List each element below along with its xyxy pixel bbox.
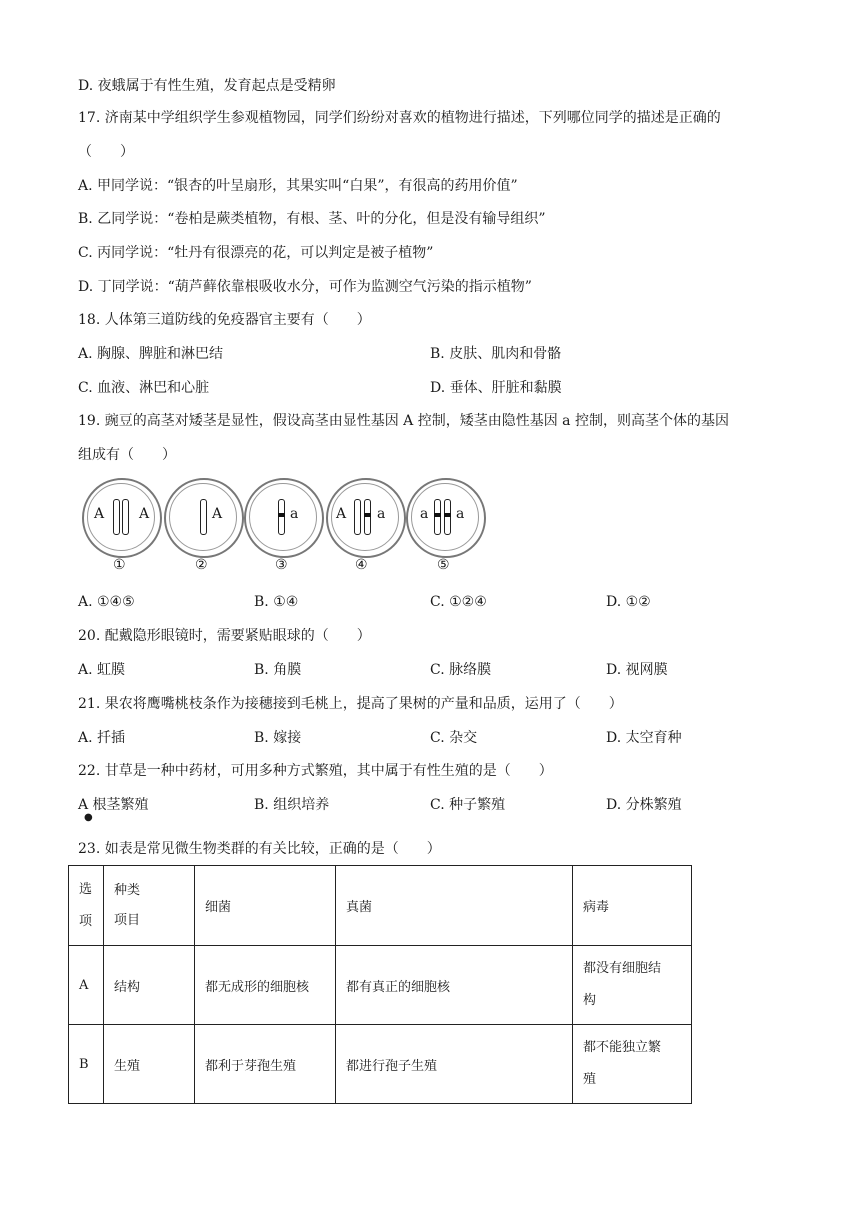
row-virus: 都没有细胞结 构 — [573, 946, 692, 1025]
question-17-option-d: D. 丁同学说：“葫芦藓依靠根吸收水分，可作为监测空气污染的指示植物” — [78, 279, 532, 295]
question-17-paren: （ ） — [78, 144, 134, 160]
cell-diagram-4 — [326, 478, 406, 558]
gene-label: A — [94, 506, 105, 522]
diagram-number: ⑤ — [437, 557, 450, 573]
chromosome — [364, 499, 371, 535]
option-d-prev: D. 夜蛾属于有性生殖，发育起点是受精卵 — [78, 78, 336, 94]
row-bacteria: 都无成形的细胞核 — [195, 946, 336, 1025]
question-22-option-c: C. 种子繁殖 — [430, 797, 506, 813]
chromosome — [278, 499, 285, 535]
question-22-option-b: B. 组织培养 — [254, 797, 330, 813]
gene-label: a — [290, 506, 299, 522]
question-22: 22. 甘草是一种中药材，可用多种方式繁殖，其中属于有性生殖的是（ ） — [78, 763, 553, 779]
question-21-option-b: B. 嫁接 — [254, 730, 302, 746]
question-20-option-c: C. 脉络膜 — [430, 662, 492, 678]
chromosome — [113, 499, 120, 535]
question-18: 18. 人体第三道防线的免疫器官主要有（ ） — [78, 312, 371, 328]
gene-label: A — [212, 506, 223, 522]
row-fungi: 都有真正的细胞核 — [336, 946, 573, 1025]
table-row — [69, 946, 692, 1025]
header-virus: 病毒 — [573, 866, 692, 946]
chromosome — [200, 499, 207, 535]
gene-label: A — [336, 506, 347, 522]
gene-label: A — [139, 506, 150, 522]
cell-diagram-5 — [406, 478, 486, 558]
chromosome — [444, 499, 451, 535]
header-fungi: 真菌 — [336, 866, 573, 946]
question-17-option-c: C. 丙同学说：“牡丹有很漂亮的花，可以判定是被子植物” — [78, 245, 434, 261]
row-option: A — [69, 946, 104, 1025]
question-22-option-a: A 根茎繁殖 — [78, 797, 149, 813]
header-kind-item: 种类 项目 — [104, 866, 195, 946]
question-19-option-a: A. ①④⑤ — [78, 594, 135, 610]
question-17-option-b: B. 乙同学说：“卷柏是蕨类植物，有根、茎、叶的分化，但是没有输导组织” — [78, 211, 546, 227]
question-18-option-d: D. 垂体、肝脏和黏膜 — [430, 380, 562, 396]
diagram-number: ④ — [355, 557, 368, 573]
cell-diagram-2 — [164, 478, 244, 558]
question-20: 20. 配戴隐形眼镜时，需要紧贴眼球的（ ） — [78, 628, 371, 644]
chromosome-diagrams — [80, 478, 480, 578]
question-17: 17. 济南某中学组织学生参观植物园，同学们纷纷对喜欢的植物进行描述，下列哪位同学的描述是正确的 — [78, 110, 721, 126]
chromosome — [434, 499, 441, 535]
row-item: 生殖 — [104, 1025, 195, 1104]
row-item: 结构 — [104, 946, 195, 1025]
question-20-option-a: A. 虹膜 — [78, 662, 126, 678]
row-fungi: 都进行孢子生殖 — [336, 1025, 573, 1104]
gene-label: a — [377, 506, 386, 522]
diagram-number: ① — [113, 557, 126, 573]
question-18-option-c: C. 血液、淋巴和心脏 — [78, 380, 210, 396]
question-19-option-b: B. ①④ — [254, 594, 299, 610]
diagram-number: ② — [195, 557, 208, 573]
question-19-cont: 组成有（ ） — [78, 447, 176, 463]
diagram-number: ③ — [275, 557, 288, 573]
header-bacteria: 细菌 — [195, 866, 336, 946]
microbe-comparison-table — [68, 865, 692, 1104]
cell-diagram-1 — [82, 478, 162, 558]
question-19: 19. 豌豆的高茎对矮茎是显性，假设高茎由显性基因 A 控制，矮茎由隐性基因 a 控制，则高茎个体的基因 — [78, 413, 729, 429]
row-virus: 都不能独立繁 殖 — [573, 1025, 692, 1104]
question-21: 21. 果农将鹰嘴桃枝条作为接穗接到毛桃上，提高了果树的产量和品质，运用了（ ） — [78, 696, 623, 712]
stray-dot: ● — [84, 812, 93, 823]
header-option: 选项 — [69, 866, 104, 946]
question-18-option-b: B. 皮肤、肌肉和骨骼 — [430, 346, 562, 362]
row-bacteria: 都利于芽孢生殖 — [195, 1025, 336, 1104]
cell-diagram-3 — [244, 478, 324, 558]
question-21-option-c: C. 杂交 — [430, 730, 478, 746]
question-20-option-b: B. 角膜 — [254, 662, 302, 678]
chromosome — [122, 499, 129, 535]
question-19-option-d: D. ①② — [606, 594, 651, 610]
chromosome — [354, 499, 361, 535]
question-18-option-a: A. 胸腺、脾脏和淋巴结 — [78, 346, 224, 362]
gene-label: a — [420, 506, 429, 522]
question-22-option-d: D. 分株繁殖 — [606, 797, 682, 813]
table-header-row — [69, 866, 692, 946]
question-17-option-a: A. 甲同学说：“银杏的叶呈扇形，其果实叫“白果”，有很高的药用价值” — [78, 178, 518, 194]
question-19-option-c: C. ①②④ — [430, 594, 487, 610]
row-option: B — [69, 1025, 104, 1104]
question-21-option-a: A. 扦插 — [78, 730, 126, 746]
question-20-option-d: D. 视网膜 — [606, 662, 668, 678]
question-23: 23. 如表是常见微生物类群的有关比较，正确的是（ ） — [78, 841, 441, 857]
gene-label: a — [456, 506, 465, 522]
table-row — [69, 1025, 692, 1104]
question-21-option-d: D. 太空育种 — [606, 730, 682, 746]
